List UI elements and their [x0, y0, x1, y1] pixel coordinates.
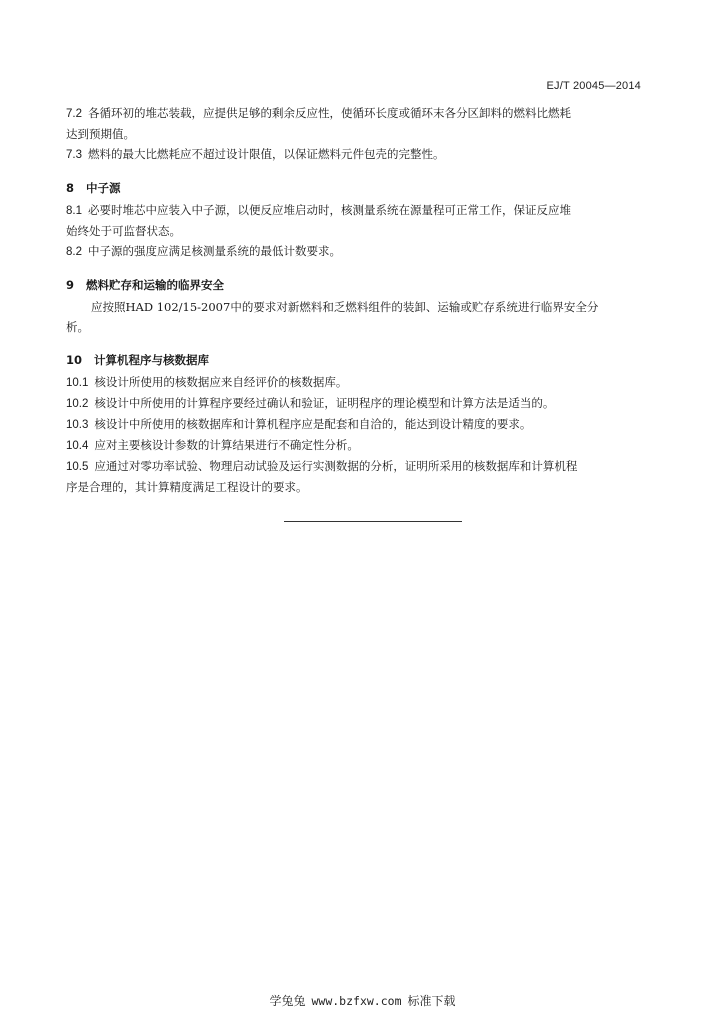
- clause-10-2: [66, 393, 661, 414]
- section-title: 计算机程序与核数据库: [94, 353, 210, 367]
- footer-watermark: [0, 992, 725, 1009]
- clause-text: 燃料的最大比燃耗应不超过设计限值，以保证燃料元件包壳的完整性。: [88, 147, 445, 161]
- clause-text-continued: 达到预期值。: [66, 127, 135, 141]
- section-title: 中子源: [86, 181, 121, 195]
- footer-site-name: 学兔兔: [269, 994, 306, 1008]
- end-rule: [284, 521, 462, 522]
- clause-text: 核设计中所使用的核数据库和计算机程序应是配套和自洽的，能达到设计精度的要求。: [94, 417, 532, 431]
- clause-number: 10.2: [66, 398, 89, 410]
- clause-text: 核设计所使用的核数据应来自经评价的核数据库。: [94, 375, 348, 389]
- section-number: 10: [66, 353, 83, 367]
- clause-10-5: [66, 456, 661, 497]
- clause-8-2: [66, 241, 661, 262]
- paragraph-9-continued: [66, 317, 661, 337]
- section-number: 8: [66, 181, 75, 195]
- clause-text: 中子源的强度应满足核测量系统的最低计数要求。: [88, 244, 341, 258]
- paragraph-9: [66, 297, 661, 317]
- section-heading-8: [66, 178, 661, 198]
- clause-text: 各循环初的堆芯装载，应提供足够的剩余反应性，使循环长度或循环末各分区卸料的燃料比燃耗: [88, 106, 571, 120]
- clause-10-4: [66, 435, 661, 456]
- clause-text: 必要时堆芯中应装入中子源，以便反应堆启动时，核测量系统在源量程可正常工作，保证反应堆: [88, 203, 571, 217]
- clause-number: 7.2: [66, 108, 82, 120]
- clause-number: 10.5: [66, 461, 89, 473]
- footer-slogan: 标准下载: [407, 994, 456, 1008]
- clause-text: 核设计中所使用的计算程序要经过确认和验证，证明程序的理论模型和计算方法是适当的。: [94, 396, 555, 410]
- document-body: [66, 103, 661, 497]
- section-title: 燃料贮存和运输的临界安全: [86, 278, 225, 292]
- clause-10-1: [66, 372, 661, 393]
- clause-10-3: [66, 414, 661, 435]
- footer-url: www.bzfxw.com: [311, 994, 402, 1008]
- clause-8-1: [66, 200, 661, 241]
- document-code: EJ/T 20045—2014: [546, 80, 641, 92]
- clause-7-2: [66, 103, 661, 144]
- clause-text: 应通过对零功率试验、物理启动试验及运行实测数据的分析，证明所采用的核数据库和计算机程: [94, 459, 578, 473]
- clause-text-continued: 始终处于可监督状态。: [66, 224, 181, 238]
- section-heading-9: [66, 275, 661, 295]
- clause-7-3: [66, 144, 661, 165]
- clause-number: 7.3: [66, 149, 82, 161]
- clause-number: 8.1: [66, 205, 82, 217]
- section-heading-10: [66, 350, 661, 370]
- clause-text-continued: 序是合理的，其计算精度满足工程设计的要求。: [66, 480, 308, 494]
- clause-number: 10.4: [66, 440, 89, 452]
- clause-number: 8.2: [66, 246, 82, 258]
- clause-number: 10.3: [66, 419, 89, 431]
- paragraph-text-continued: 析。: [66, 320, 89, 334]
- paragraph-text: 应按照HAD 102/15-2007中的要求对新燃料和乏燃料组件的装卸、运输或贮存系统进行临界安全分: [91, 300, 599, 314]
- clause-number: 10.1: [66, 377, 89, 389]
- clause-text: 应对主要核设计参数的计算结果进行不确定性分析。: [94, 438, 359, 452]
- section-number: 9: [66, 278, 75, 292]
